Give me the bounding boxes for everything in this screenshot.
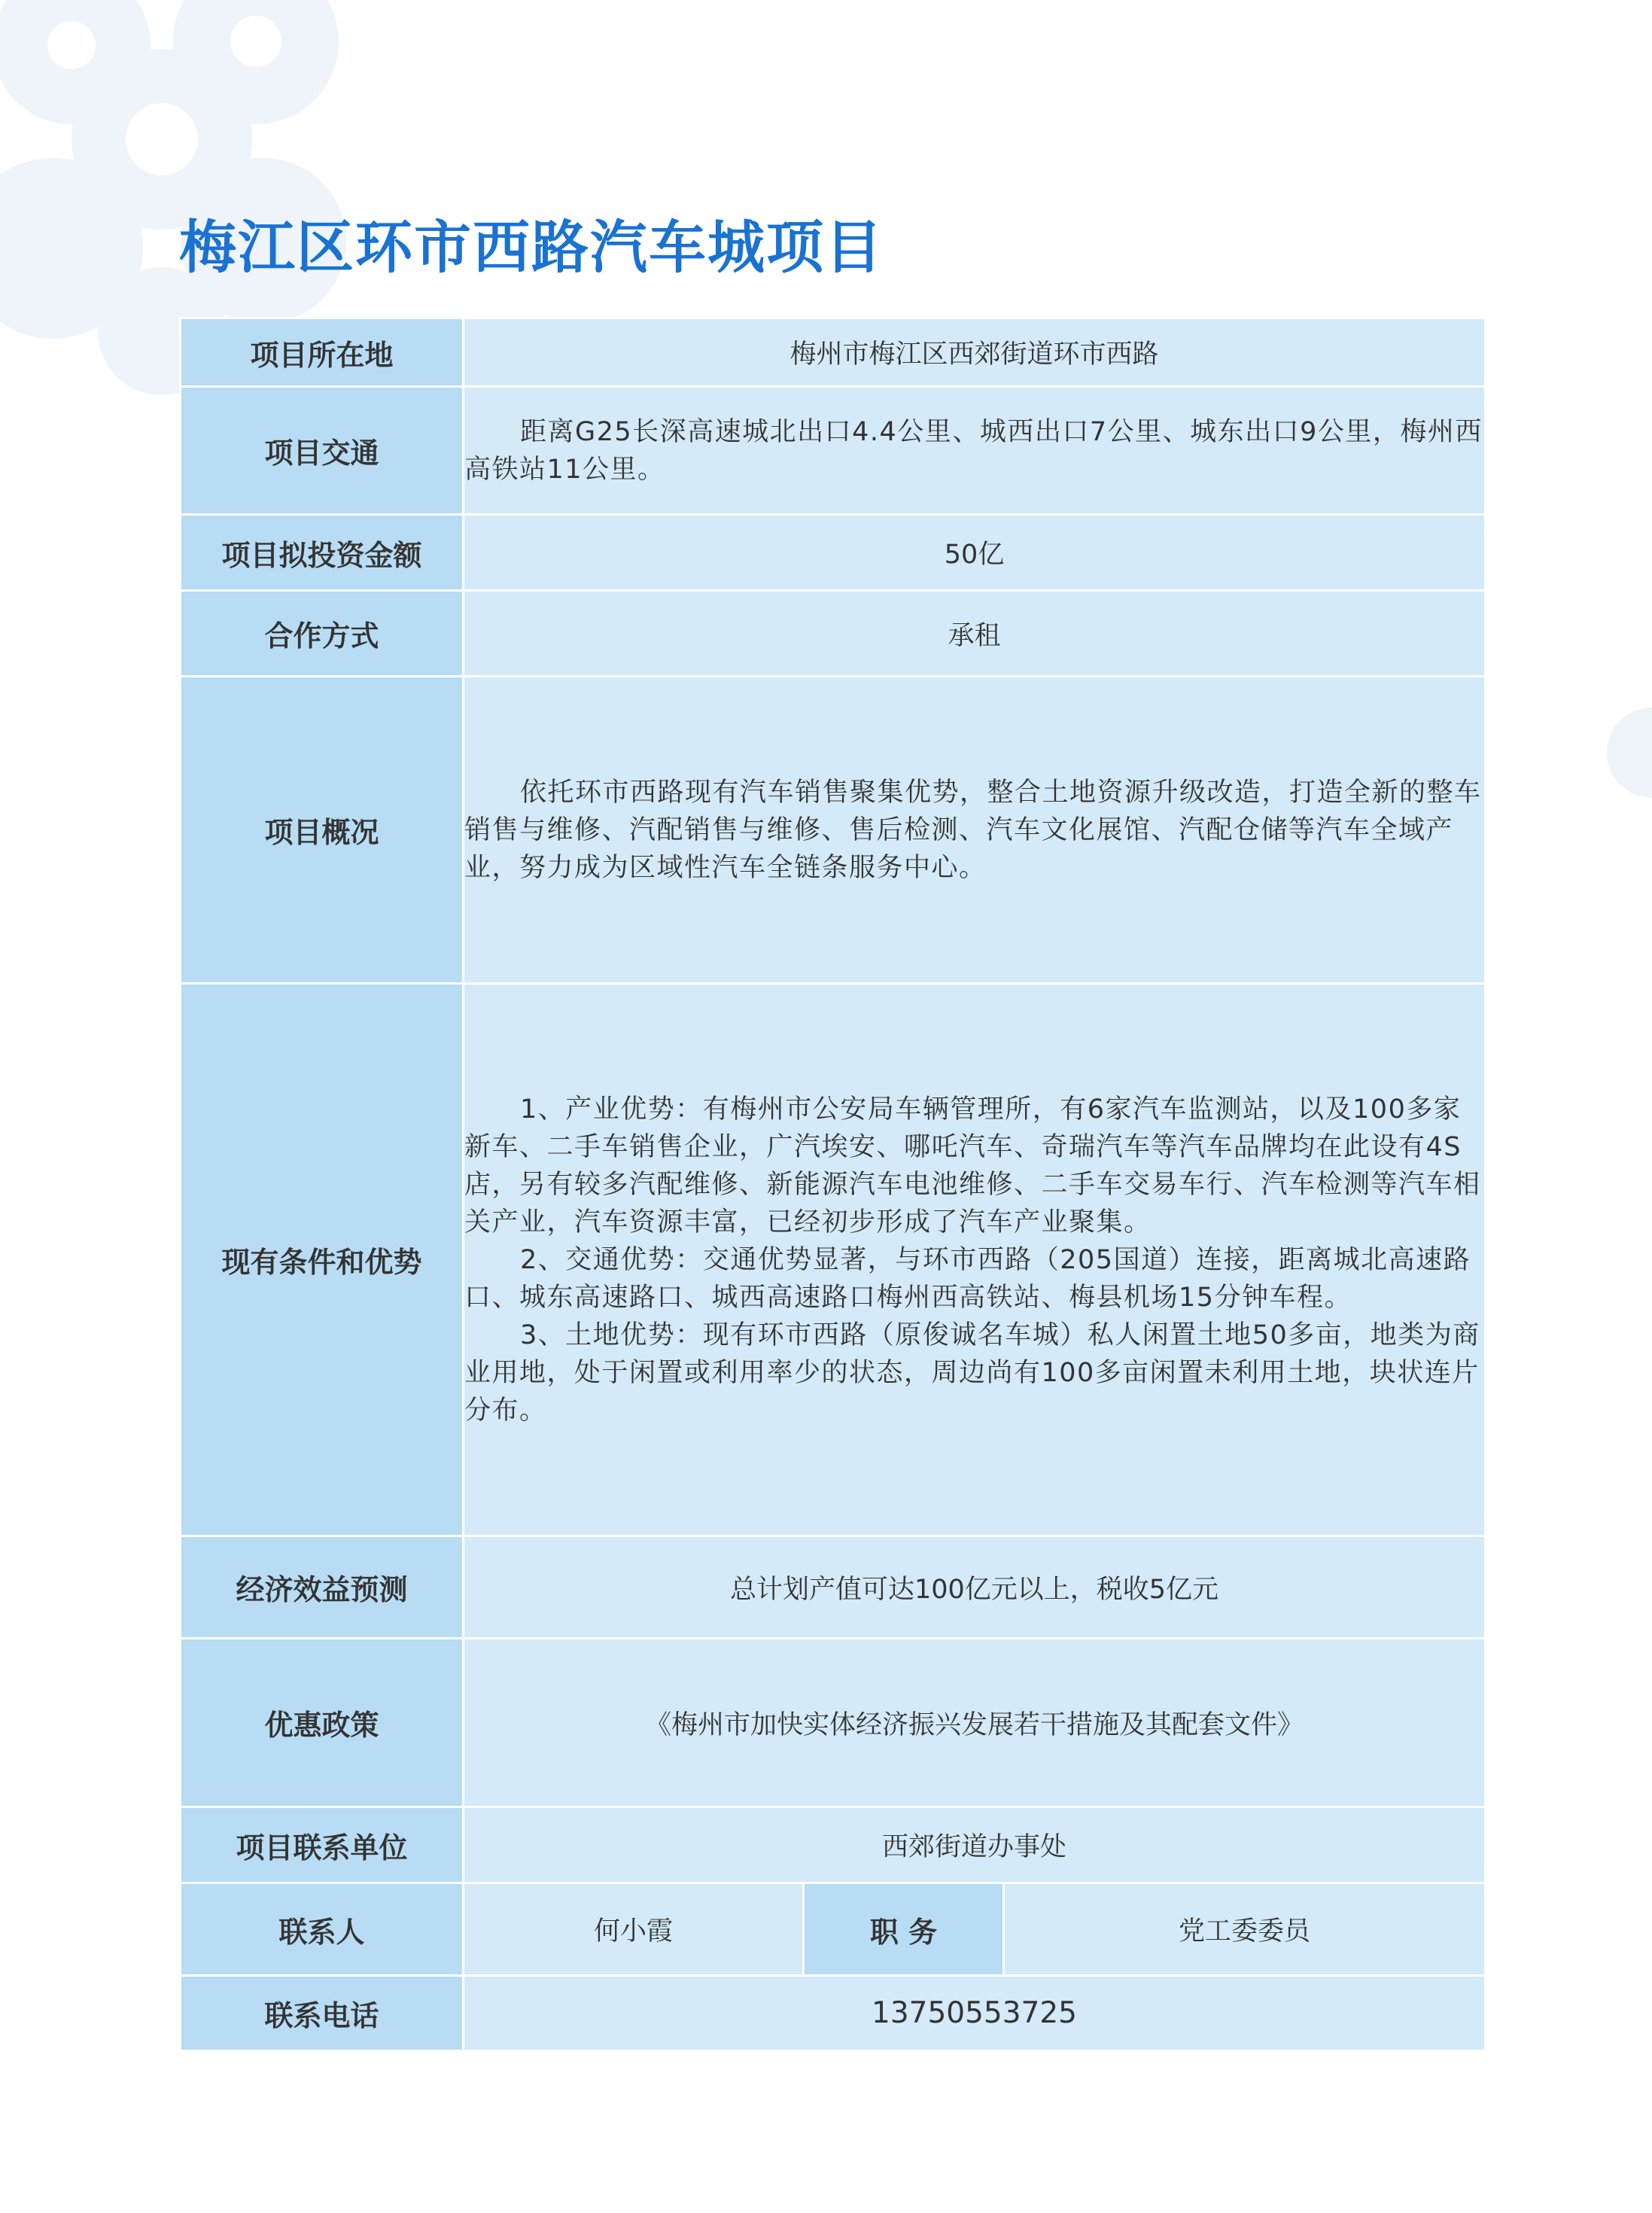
contact-person-label: 联系人	[181, 1883, 464, 1976]
cooperation-label: 合作方式	[181, 591, 464, 677]
overview-value: 依托环市西路现有汽车销售聚集优势，整合土地资源升级改造，打造全新的整车销售与维修、汽配销售与维修、售后检测、汽车文化展馆、汽配仓储等汽车全域产业，努力成为区域性汽车全链条服务中心。	[464, 777, 1482, 883]
benefit-value: 总计划产值可达100亿元以上，税收5亿元	[464, 1536, 1486, 1639]
position-value: 党工委委员	[1004, 1883, 1486, 1976]
location-value: 梅州市梅江区西郊街道环市西路	[464, 318, 1486, 387]
row-overview	[181, 677, 1486, 984]
row-cooperation	[181, 591, 1486, 677]
policy-label: 优惠政策	[181, 1639, 464, 1807]
row-contact-unit	[181, 1807, 1486, 1883]
page-title: 梅江区环市西路汽车城项目	[179, 214, 884, 281]
contact-unit-label: 项目联系单位	[181, 1807, 464, 1883]
advantages-label: 现有条件和优势	[181, 984, 464, 1536]
policy-value: 《梅州市加快实体经济振兴发展若干措施及其配套文件》	[464, 1639, 1486, 1807]
traffic-value-cell	[464, 387, 1486, 515]
cooperation-value: 承租	[464, 591, 1486, 677]
overview-label: 项目概况	[181, 677, 464, 984]
investment-value: 50亿	[464, 515, 1486, 591]
traffic-label: 项目交通	[181, 387, 464, 515]
position-label: 职 务	[804, 1883, 1004, 1976]
row-benefit	[181, 1536, 1486, 1639]
row-investment	[181, 515, 1486, 591]
project-info-table	[179, 317, 1486, 2052]
row-phone	[181, 1976, 1486, 2051]
phone-value: 13750553725	[464, 1976, 1486, 2051]
traffic-value: 距离G25长深高速城北出口4.4公里、城西出口7公里、城东出口9公里，梅州西高铁站11公里。	[464, 416, 1483, 485]
row-traffic	[181, 387, 1486, 515]
contact-unit-value: 西郊街道办事处	[464, 1807, 1486, 1883]
phone-label: 联系电话	[181, 1976, 464, 2051]
contact-person-value: 何小霞	[464, 1883, 804, 1976]
row-policy	[181, 1639, 1486, 1807]
advantage-industry: 1、产业优势：有梅州市公安局车辆管理所，有6家汽车监测站，以及100多家新车、二手车销售企业，广汽埃安、哪吒汽车、奇瑞汽车等汽车品牌均在此设有4S店，另有较多汽配维修、新能源汽车电池维修、二手车交易车行、汽车检测等汽车相关产业，汽车资源丰富，已经初步形成了汽车产业聚集。	[464, 1094, 1481, 1237]
advantage-traffic: 2、交通优势：交通优势显著，与环市西路（205国道）连接，距离城北高速路口、城东高速路口、城西高速路口梅州西高铁站、梅县机场15分钟车程。	[464, 1244, 1471, 1313]
advantage-land: 3、土地优势：现有环市西路（原俊诚名车城）私人闲置土地50多亩，地类为商业用地，处于闲置或利用率少的状态，周边尚有100多亩闲置未利用土地，块状连片分布。	[464, 1320, 1480, 1426]
row-advantages	[181, 984, 1486, 1536]
investment-label: 项目拟投资金额	[181, 515, 464, 591]
row-location	[181, 318, 1486, 387]
benefit-label: 经济效益预测	[181, 1536, 464, 1639]
location-label: 项目所在地	[181, 318, 464, 387]
overview-value-cell	[464, 677, 1486, 984]
advantages-value-cell	[464, 984, 1486, 1536]
row-contact-person	[181, 1883, 1486, 1976]
